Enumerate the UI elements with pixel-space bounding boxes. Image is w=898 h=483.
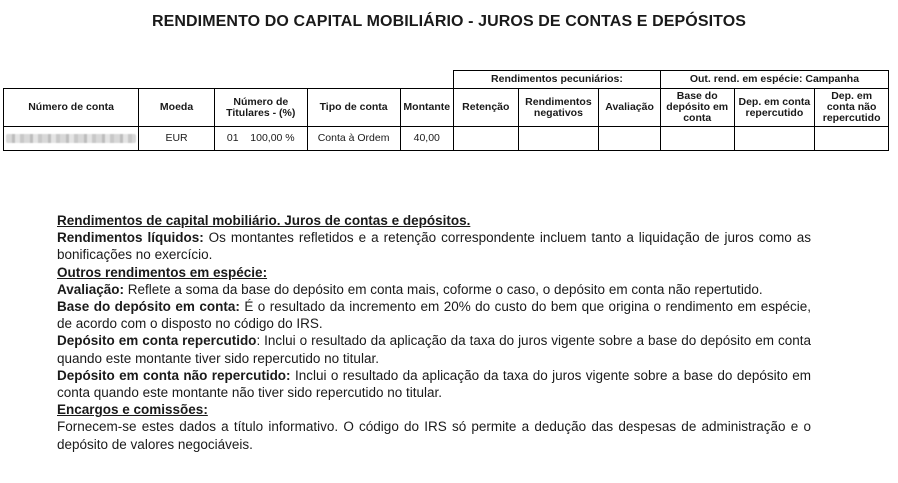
titulares-number: 01	[226, 132, 239, 144]
col-montante: Montante	[400, 89, 454, 127]
note-text: : Inclui o resultado da aplicação da taxa do juros vigente sobre a base do depósito em conta quando este montante tiver sido repercutido no titular.	[57, 333, 811, 366]
col-retencao: Retenção	[454, 89, 519, 127]
cell-avaliacao	[599, 127, 661, 151]
note-encargos: Fornecem-se estes dados a título informativo. O código do IRS só permite a dedução das despesas de administração e o depósito de valores negociáveis.	[57, 419, 811, 452]
accounts-table	[3, 70, 889, 151]
cell-dep-repercutido	[734, 127, 815, 151]
group-header-row	[4, 71, 889, 89]
note-label: Depósito em conta não repercutido:	[57, 367, 291, 383]
col-titulares: Número de Titulares - (%)	[214, 89, 307, 127]
cell-tipo-conta: Conta à Ordem	[307, 127, 400, 151]
notes-section	[57, 212, 811, 453]
col-dep-nao-repercutido: Dep. em conta não repercutido	[815, 89, 889, 127]
cell-titulares	[214, 127, 307, 151]
note-avaliacao	[57, 281, 811, 298]
note-label: Rendimentos líquidos:	[57, 230, 204, 246]
column-header-row	[4, 89, 889, 127]
group-header-especie: Out. rend. em espécie: Campanha	[660, 71, 888, 89]
notes-heading-especie: Outros rendimentos em espécie:	[57, 264, 268, 280]
col-tipo-conta: Tipo de conta	[307, 89, 400, 127]
cell-base-deposito	[660, 127, 734, 151]
cell-rend-negativos	[518, 127, 599, 151]
note-text: Reflete a soma da base do depósito em conta mais, coforme o caso, o depósito em conta não repertutido.	[124, 281, 763, 297]
cell-moeda: EUR	[139, 127, 215, 151]
cell-numero-conta	[4, 127, 139, 151]
note-text: Os montantes refletidos e a retenção correspondente incluem tanto a liquidação de juros como as bonificações no exercício.	[57, 230, 811, 263]
note-base-deposito	[57, 298, 811, 332]
note-deposito-repercutido	[57, 332, 811, 366]
col-rend-negativos: Rendimentos negativos	[518, 89, 599, 127]
table-row	[4, 127, 889, 151]
col-avaliacao: Avaliação	[599, 89, 661, 127]
note-deposito-nao-repercutido	[57, 367, 811, 401]
col-dep-repercutido: Dep. em conta repercutido	[734, 89, 815, 127]
col-moeda: Moeda	[139, 89, 215, 127]
note-rendimentos-liquidos	[57, 229, 811, 263]
document-title: RENDIMENTO DO CAPITAL MOBILIÁRIO - JUROS DE CONTAS E DEPÓSITOS	[151, 13, 747, 30]
note-label: Depósito em conta repercutido	[57, 333, 257, 349]
cell-montante: 40,00	[400, 127, 454, 151]
note-text: É o resultado da incremento em 20% do custo do bem que origina o rendimento em espécie, de acordo com o disposto no código do IRS.	[57, 299, 812, 332]
note-label: Avaliação:	[57, 281, 125, 297]
note-text: Inclui o resultado da aplicação da taxa do juros vigente sobre a base do depósito em conta quando este montante não tiver sido repercutido no titular.	[57, 367, 811, 401]
col-base-deposito: Base do depósito em conta	[660, 89, 734, 127]
notes-heading-rcm: Rendimentos de capital mobiliário. Juros de contas e depósitos.	[57, 213, 471, 228]
redacted-account-number	[6, 134, 136, 143]
col-numero-conta: Número de conta	[4, 89, 139, 127]
cell-retencao	[454, 127, 519, 151]
note-label: Base do depósito em conta:	[57, 299, 240, 315]
titulares-percent: 100,00 %	[250, 132, 295, 144]
notes-heading-encargos: Encargos e comissões:	[57, 402, 208, 418]
cell-dep-nao-repercutido	[815, 127, 889, 151]
group-header-pecuniarios: Rendimentos pecuniários:	[454, 71, 661, 89]
